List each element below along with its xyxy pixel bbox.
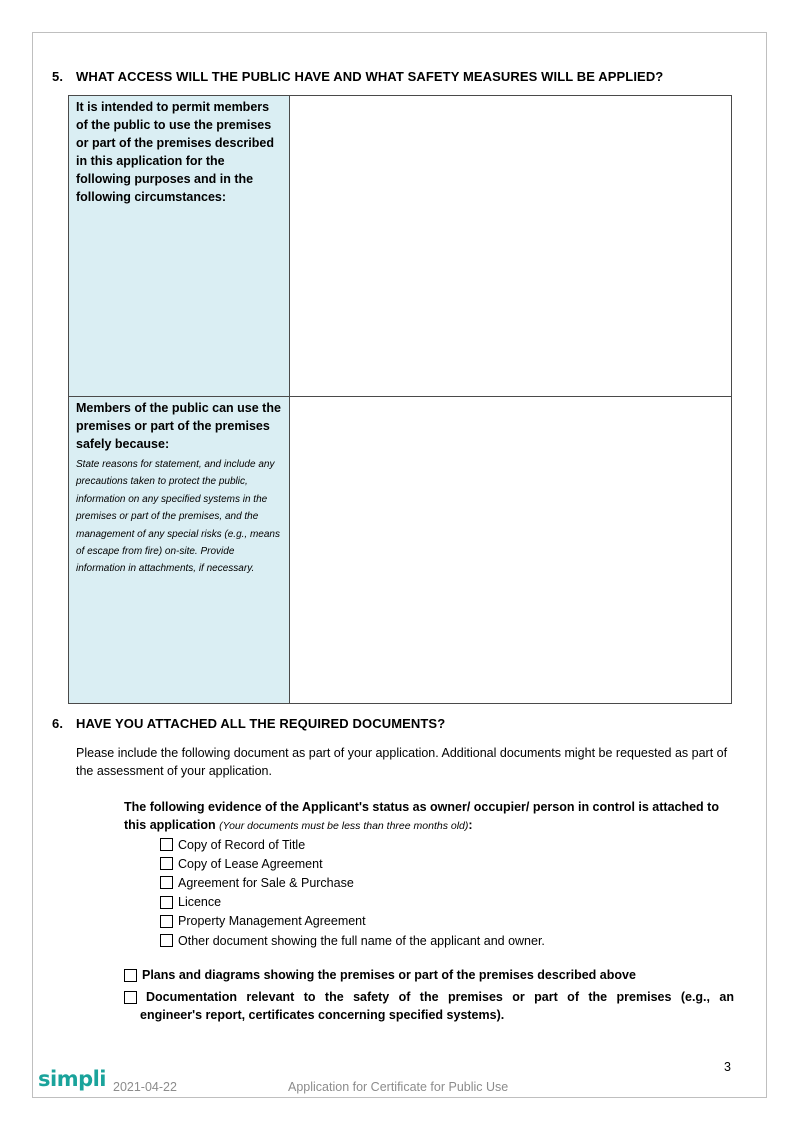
safety-answer-field[interactable] bbox=[290, 397, 732, 704]
sale-purchase-checkbox[interactable] bbox=[160, 876, 173, 889]
checkbox-label: Property Management Agreement bbox=[178, 914, 366, 929]
safety-note: State reasons for statement, and include any precautions taken to protect the public, information on any specified systems in the premises or part of the premises, and the management of any special risks (e.g., means of escape from fire) on-site. Provide information in attachments, if necessary. bbox=[76, 459, 280, 575]
documentation-label: Documentation relevant to the safety of the premises or part of the premises (e.g., an bbox=[146, 990, 734, 1004]
record-of-title-checkbox[interactable] bbox=[160, 838, 173, 851]
other-document-checkbox[interactable] bbox=[160, 934, 173, 947]
evidence-colon: : bbox=[468, 818, 473, 832]
section-6-intro: Please include the following document as part of your application. Additional documents might be requested as part of the assessment of your application. bbox=[76, 746, 728, 778]
page-number: 3 bbox=[724, 1060, 731, 1074]
section-5-heading bbox=[52, 69, 663, 84]
licence-checkbox[interactable] bbox=[160, 896, 173, 909]
section-5-title: WHAT ACCESS WILL THE PUBLIC HAVE AND WHAT SAFETY MEASURES WILL BE APPLIED? bbox=[76, 69, 664, 84]
footer-date: 2021-04-22 bbox=[113, 1080, 177, 1094]
evidence-statement bbox=[124, 798, 734, 835]
section-6-title: HAVE YOU ATTACHED ALL THE REQUIRED DOCUMENTS? bbox=[76, 716, 446, 731]
section-6-number: 6. bbox=[52, 716, 64, 731]
list-item bbox=[160, 931, 545, 950]
checkbox-label: Copy of Lease Agreement bbox=[178, 856, 323, 871]
checkbox-label: Other document showing the full name of the applicant and owner. bbox=[178, 933, 545, 948]
table-row bbox=[69, 96, 732, 397]
checkbox-label: Licence bbox=[178, 895, 222, 910]
evidence-text: The following evidence of the Applicant's status as owner/ occupier/ person in control is attached to this application bbox=[124, 800, 719, 832]
evidence-note: (Your documents must be less than three months old) bbox=[219, 820, 469, 832]
section-6-heading bbox=[52, 716, 445, 731]
documentation-item bbox=[124, 988, 734, 1024]
table-row bbox=[69, 397, 732, 704]
documentation-label-continued: engineer's report, certificates concerning specified systems). bbox=[140, 1008, 505, 1022]
checkbox-label: Copy of Record of Title bbox=[178, 837, 306, 852]
documentation-checkbox[interactable] bbox=[124, 991, 137, 1004]
plans-checkbox[interactable] bbox=[124, 969, 137, 982]
plans-label: Plans and diagrams showing the premises or part of the premises described above bbox=[142, 968, 636, 982]
lease-agreement-checkbox[interactable] bbox=[160, 857, 173, 870]
section-5-number: 5. bbox=[52, 69, 64, 84]
list-item bbox=[160, 912, 545, 931]
list-item bbox=[160, 893, 545, 912]
purposes-label-cell bbox=[69, 96, 290, 397]
checkbox-label: Agreement for Sale & Purchase bbox=[178, 875, 354, 890]
property-management-checkbox[interactable] bbox=[160, 915, 173, 928]
evidence-checklist bbox=[160, 835, 545, 950]
footer-title: Application for Certificate for Public Use bbox=[288, 1080, 509, 1094]
list-item bbox=[160, 835, 545, 854]
simpli-logo: simpli bbox=[38, 1067, 107, 1091]
public-access-table bbox=[68, 95, 732, 704]
purposes-label: It is intended to permit members of the public to use the premises or part of the premises described in this application for the following purposes and in the following circumstances: bbox=[76, 100, 274, 204]
purposes-answer-field[interactable] bbox=[290, 96, 732, 397]
list-item bbox=[160, 854, 545, 873]
list-item bbox=[160, 873, 545, 892]
plans-item bbox=[124, 968, 636, 982]
safety-label-cell bbox=[69, 397, 290, 704]
safety-label: Members of the public can use the premises or part of the premises safely because: bbox=[76, 401, 281, 451]
